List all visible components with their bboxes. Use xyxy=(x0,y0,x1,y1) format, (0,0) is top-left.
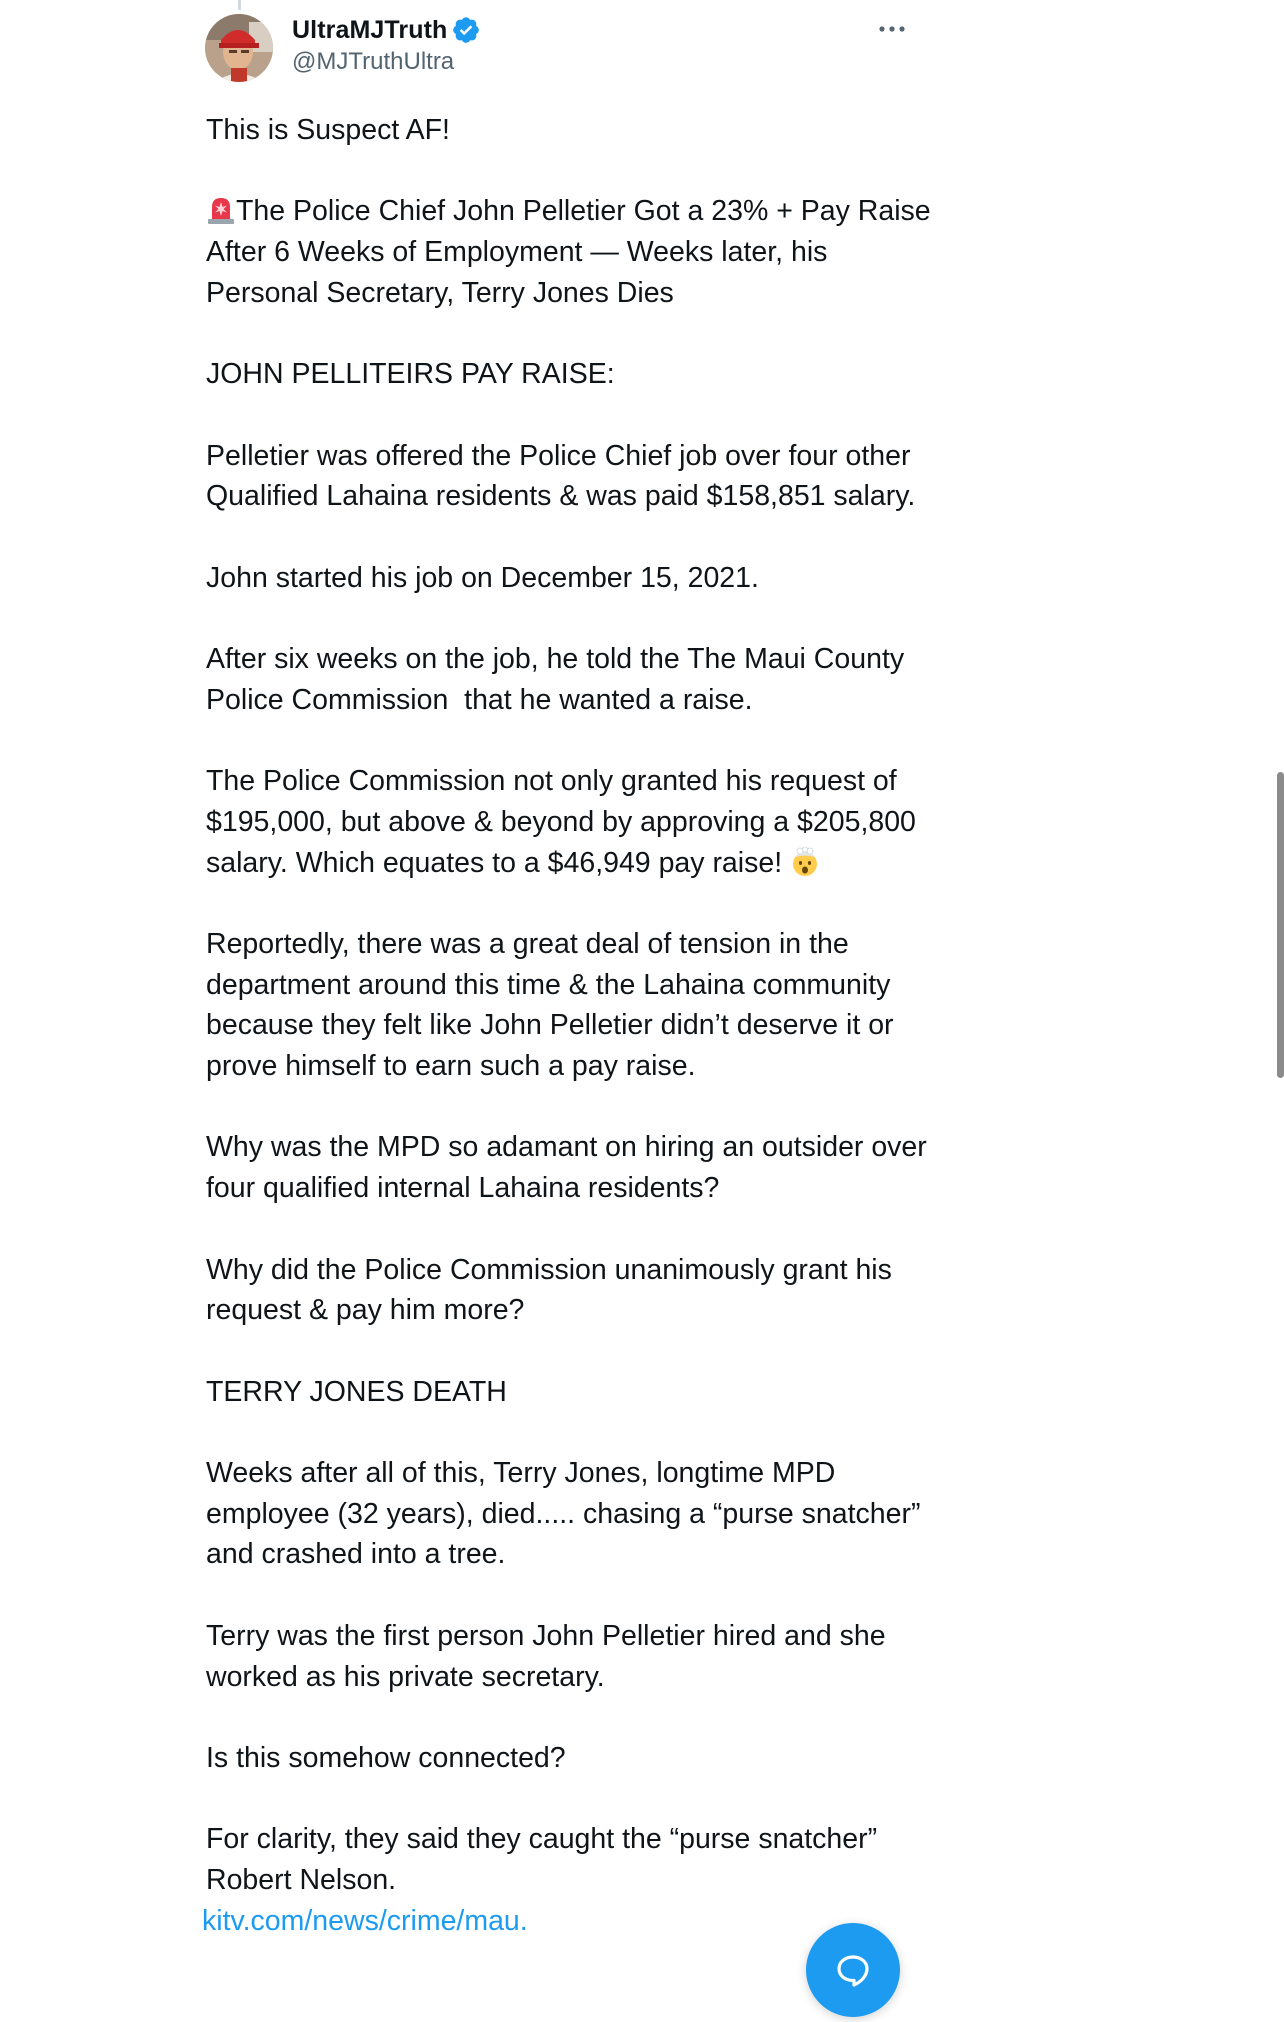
more-horizontal-icon xyxy=(878,25,906,33)
exploding-head-emoji xyxy=(790,847,820,877)
tweet-paragraph-last xyxy=(202,1819,936,1941)
scrollbar-thumb[interactable] xyxy=(1277,772,1284,1078)
tweet-paragraph-raise xyxy=(206,761,936,883)
tweet-paragraph: Why did the Police Commission unanimously grant his request & pay him more? xyxy=(206,1253,900,1327)
avatar-image xyxy=(205,14,273,82)
tweet-paragraph: Pelletier was offered the Police Chief job over four other Qualified Lahaina residents & was paid $158,851 salary. xyxy=(206,439,919,513)
chat-bubble-icon xyxy=(833,1950,873,1990)
tweet-paragraph: Is this somehow connected? xyxy=(206,1741,566,1774)
author-handle[interactable]: @MJTruthUltra xyxy=(292,48,455,75)
author-display-name[interactable]: UltraMJTruth xyxy=(292,15,448,44)
tweet-paragraph: Why was the MPD so adamant on hiring an outsider over four qualified internal Lahaina residents? xyxy=(206,1131,935,1205)
clarity-text: For clarity, they said they caught the “purse snatcher” Robert Nelson. xyxy=(206,1823,886,1897)
verified-badge-icon xyxy=(451,15,481,45)
name-row xyxy=(292,12,481,48)
tweet-paragraph: Weeks after all of this, Terry Jones, longtime MPD employee (32 years), died..... chasing a “purse snatcher” and crashed into a tree. xyxy=(206,1457,929,1571)
avatar[interactable] xyxy=(205,14,273,82)
tweet-paragraph: TERRY JONES DEATH xyxy=(206,1375,507,1408)
police-light-emoji xyxy=(206,195,236,225)
headline-text: The Police Chief John Pelletier Got a 23% + Pay Raise After 6 Weeks of Employment — Weeks later, his Personal Secretary, Terry Jones Dies xyxy=(206,195,938,309)
tweet-paragraph: John started his job on December 15, 2021. xyxy=(206,561,759,594)
article-link[interactable]: kitv.com/news/crime/mau. xyxy=(202,1904,528,1937)
tweet-paragraph-headline xyxy=(206,191,936,313)
thread-connector-line xyxy=(238,0,241,10)
tweet-header xyxy=(292,12,481,82)
tweet-paragraph: This is Suspect AF! xyxy=(206,114,450,146)
tweet-paragraph: Terry was the first person John Pelletier hired and she worked as his private secretary. xyxy=(206,1619,894,1693)
tweet-paragraph: JOHN PELLITEIRS PAY RAISE: xyxy=(206,358,615,391)
compose-message-button[interactable] xyxy=(806,1923,900,2017)
tweet-paragraph: After six weeks on the job, he told the The Maui County Police Commission that he wanted a raise. xyxy=(206,643,913,716)
tweet-body xyxy=(202,110,938,1941)
tweet-paragraph: Reportedly, there was a great deal of tension in the department around this time & the Lahaina community because they felt like John Pelletier didn’t deserve it or prove himself to earn such a pay raise. xyxy=(206,927,902,1083)
raise-text: The Police Commission not only granted his request of $195,000, but above & beyond by approving a $205,800 salary. Which equates to a $46,949 pay raise! xyxy=(206,765,924,879)
more-options-button[interactable] xyxy=(875,12,909,46)
